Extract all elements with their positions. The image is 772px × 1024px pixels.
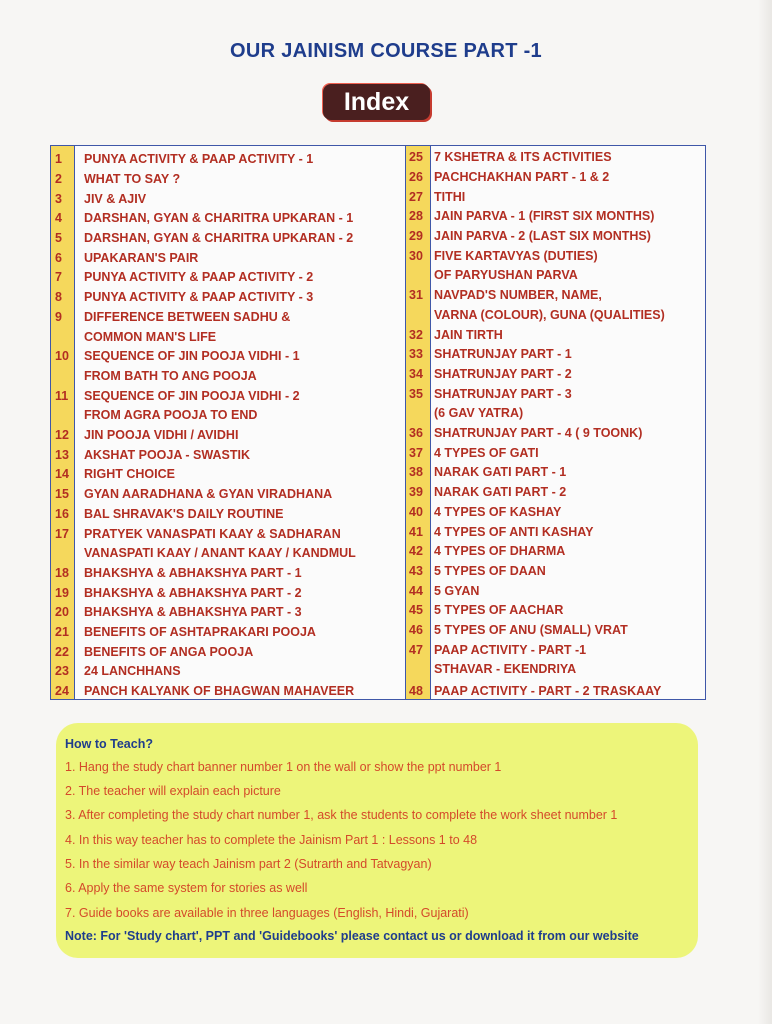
- lesson-number: 42: [409, 544, 423, 558]
- lesson-number: 20: [55, 605, 69, 619]
- lesson-title: WHAT TO SAY ?: [84, 172, 181, 186]
- lesson-number: 10: [55, 349, 69, 363]
- lesson-number: 2: [55, 172, 62, 186]
- lesson-number: 43: [409, 564, 423, 578]
- teach-step: 3. After completing the study chart number 1, ask the students to complete the work sheet number 1: [65, 808, 618, 822]
- lesson-title: VANASPATI KAAY / ANANT KAAY / KANDMUL: [84, 546, 356, 560]
- lesson-title: PUNYA ACTIVITY & PAAP ACTIVITY - 2: [84, 270, 314, 284]
- lesson-number: 37: [409, 446, 423, 460]
- lesson-title: VARNA (COLOUR), GUNA (QUALITIES): [434, 308, 665, 322]
- lesson-title: BAL SHRAVAK'S DAILY ROUTINE: [84, 507, 284, 521]
- lesson-number: 1: [55, 152, 62, 166]
- lesson-title: JAIN PARVA - 1 (FIRST SIX MONTHS): [434, 209, 655, 223]
- lesson-title: FROM AGRA POOJA TO END: [84, 408, 258, 422]
- lesson-number: 4: [55, 211, 62, 225]
- how-to-teach-box: [56, 723, 698, 958]
- lesson-number: 31: [409, 288, 423, 302]
- lesson-title: SHATRUNJAY PART - 4 ( 9 TOONK): [434, 426, 643, 440]
- lesson-title: BENEFITS OF ANGA POOJA: [84, 645, 254, 659]
- page-title: OUR JAINISM COURSE PART -1: [230, 40, 542, 62]
- page-edge: [758, 0, 772, 1024]
- lesson-title: FIVE KARTAVYAS (DUTIES): [434, 249, 598, 263]
- index-badge: Index: [323, 84, 430, 120]
- lesson-title: PRATYEK VANASPATI KAAY & SADHARAN: [84, 527, 341, 541]
- lesson-number: 14: [55, 467, 69, 481]
- lesson-number: 40: [409, 505, 423, 519]
- index-table: [50, 145, 706, 700]
- lesson-number: 17: [55, 527, 69, 541]
- lesson-title: PANCH KALYANK OF BHAGWAN MAHAVEER: [84, 684, 355, 698]
- lesson-number: 48: [409, 684, 423, 698]
- teach-step: 6. Apply the same system for stories as well: [65, 881, 308, 895]
- lesson-number: 32: [409, 328, 423, 342]
- lesson-title: PAAP ACTIVITY - PART -1: [434, 643, 587, 657]
- lesson-number: 7: [55, 270, 62, 284]
- lesson-number: 9: [55, 310, 62, 324]
- lesson-title: 5 TYPES OF DAAN: [434, 564, 546, 578]
- lesson-number: 30: [409, 249, 423, 263]
- lesson-title: PACHCHAKHAN PART - 1 & 2: [434, 170, 610, 184]
- lesson-number: 8: [55, 290, 62, 304]
- lesson-title: BENEFITS OF ASHTAPRAKARI POOJA: [84, 625, 316, 639]
- lesson-number: 5: [55, 231, 62, 245]
- lesson-title: TITHI: [434, 190, 466, 204]
- lesson-title: FROM BATH TO ANG POOJA: [84, 369, 257, 383]
- lesson-number: 38: [409, 465, 423, 479]
- lesson-number: 6: [55, 251, 62, 265]
- lesson-number: 19: [55, 586, 69, 600]
- lesson-number: 25: [409, 150, 423, 164]
- lesson-title: JIN POOJA VIDHI / AVIDHI: [84, 428, 239, 442]
- lesson-title: PUNYA ACTIVITY & PAAP ACTIVITY - 3: [84, 290, 314, 304]
- lesson-title: 4 TYPES OF KASHAY: [434, 505, 562, 519]
- lesson-title: GYAN AARADHANA & GYAN VIRADHANA: [84, 487, 333, 501]
- lesson-title: 5 GYAN: [434, 584, 480, 598]
- lesson-title: NARAK GATI PART - 2: [434, 485, 567, 499]
- lesson-number: 12: [55, 428, 69, 442]
- lesson-title: STHAVAR - EKENDRIYA: [434, 662, 577, 676]
- lesson-number: 45: [409, 603, 423, 617]
- how-to-teach-heading: How to Teach?: [65, 737, 153, 751]
- lesson-number: 47: [409, 643, 423, 657]
- lesson-number: 18: [55, 566, 69, 580]
- teach-step: 4. In this way teacher has to complete the Jainism Part 1 : Lessons 1 to 48: [65, 833, 478, 847]
- lesson-title: 7 KSHETRA & ITS ACTIVITIES: [434, 150, 612, 164]
- lesson-title: UPAKARAN'S PAIR: [84, 251, 199, 265]
- lesson-title: SEQUENCE OF JIN POOJA VIDHI - 2: [84, 389, 300, 403]
- lesson-title: SHATRUNJAY PART - 2: [434, 367, 572, 381]
- lesson-title: 24 LANCHHANS: [84, 664, 181, 678]
- lesson-number: 29: [409, 229, 423, 243]
- lesson-number: 39: [409, 485, 423, 499]
- lesson-number: 22: [55, 645, 69, 659]
- lesson-number: 28: [409, 209, 423, 223]
- lesson-number: 3: [55, 192, 62, 206]
- lesson-title: 4 TYPES OF DHARMA: [434, 544, 566, 558]
- lesson-title: RIGHT CHOICE: [84, 467, 175, 481]
- teach-step: 7. Guide books are available in three languages (English, Hindi, Gujarati): [65, 906, 469, 920]
- lesson-number: 21: [55, 625, 69, 639]
- lesson-title: DIFFERENCE BETWEEN SADHU &: [84, 310, 291, 324]
- lesson-number: 44: [409, 584, 423, 598]
- lesson-title: 5 TYPES OF AACHAR: [434, 603, 564, 617]
- lesson-number: 27: [409, 190, 423, 204]
- lesson-number: 24: [55, 684, 69, 698]
- lesson-title: BHAKSHYA & ABHAKSHYA PART - 2: [84, 586, 302, 600]
- lesson-title: SHATRUNJAY PART - 1: [434, 347, 572, 361]
- lesson-title: JAIN TIRTH: [434, 328, 503, 342]
- lesson-number: 41: [409, 525, 423, 539]
- teach-step: 2. The teacher will explain each picture: [65, 784, 281, 798]
- lesson-title: SEQUENCE OF JIN POOJA VIDHI - 1: [84, 349, 300, 363]
- lesson-title: DARSHAN, GYAN & CHARITRA UPKARAN - 1: [84, 211, 354, 225]
- lesson-title: NAVPAD'S NUMBER, NAME,: [434, 288, 602, 302]
- lesson-number: 46: [409, 623, 423, 637]
- lesson-title: COMMON MAN'S LIFE: [84, 330, 217, 344]
- lesson-number: 33: [409, 347, 423, 361]
- lesson-title: 4 TYPES OF ANTI KASHAY: [434, 525, 594, 539]
- lesson-number: 23: [55, 664, 69, 678]
- lesson-title: BHAKSHYA & ABHAKSHYA PART - 3: [84, 605, 302, 619]
- lesson-number: 36: [409, 426, 423, 440]
- lesson-number: 34: [409, 367, 423, 381]
- lesson-number: 11: [55, 389, 69, 403]
- teach-step: 5. In the similar way teach Jainism part 2 (Sutrarth and Tatvagyan): [65, 857, 432, 871]
- index-column-right: [405, 146, 705, 699]
- lesson-title: 4 TYPES OF GATI: [434, 446, 539, 460]
- contact-note: Note: For 'Study chart', PPT and 'Guidebooks' please contact us or download it from our website: [65, 929, 639, 943]
- lesson-number: 16: [55, 507, 69, 521]
- lesson-title: 5 TYPES OF ANU (SMALL) VRAT: [434, 623, 628, 637]
- lesson-title: SHATRUNJAY PART - 3: [434, 387, 572, 401]
- lesson-number: 13: [55, 448, 69, 462]
- teach-step: 1. Hang the study chart banner number 1 on the wall or show the ppt number 1: [65, 760, 502, 774]
- lesson-number: 15: [55, 487, 69, 501]
- lesson-title: BHAKSHYA & ABHAKSHYA PART - 1: [84, 566, 302, 580]
- lesson-title: JAIN PARVA - 2 (LAST SIX MONTHS): [434, 229, 651, 243]
- index-column-left: [51, 146, 405, 699]
- lesson-title: AKSHAT POOJA - SWASTIK: [84, 448, 250, 462]
- lesson-title: NARAK GATI PART - 1: [434, 465, 567, 479]
- lesson-number: 35: [409, 387, 423, 401]
- lesson-title: OF PARYUSHAN PARVA: [434, 268, 578, 282]
- lesson-title: DARSHAN, GYAN & CHARITRA UPKARAN - 2: [84, 231, 354, 245]
- lesson-title: PUNYA ACTIVITY & PAAP ACTIVITY - 1: [84, 152, 314, 166]
- lesson-title: PAAP ACTIVITY - PART - 2 TRASKAAY: [434, 684, 662, 698]
- lesson-number: 26: [409, 170, 423, 184]
- lesson-title: (6 GAV YATRA): [434, 406, 524, 420]
- lesson-title: JIV & AJIV: [84, 192, 147, 206]
